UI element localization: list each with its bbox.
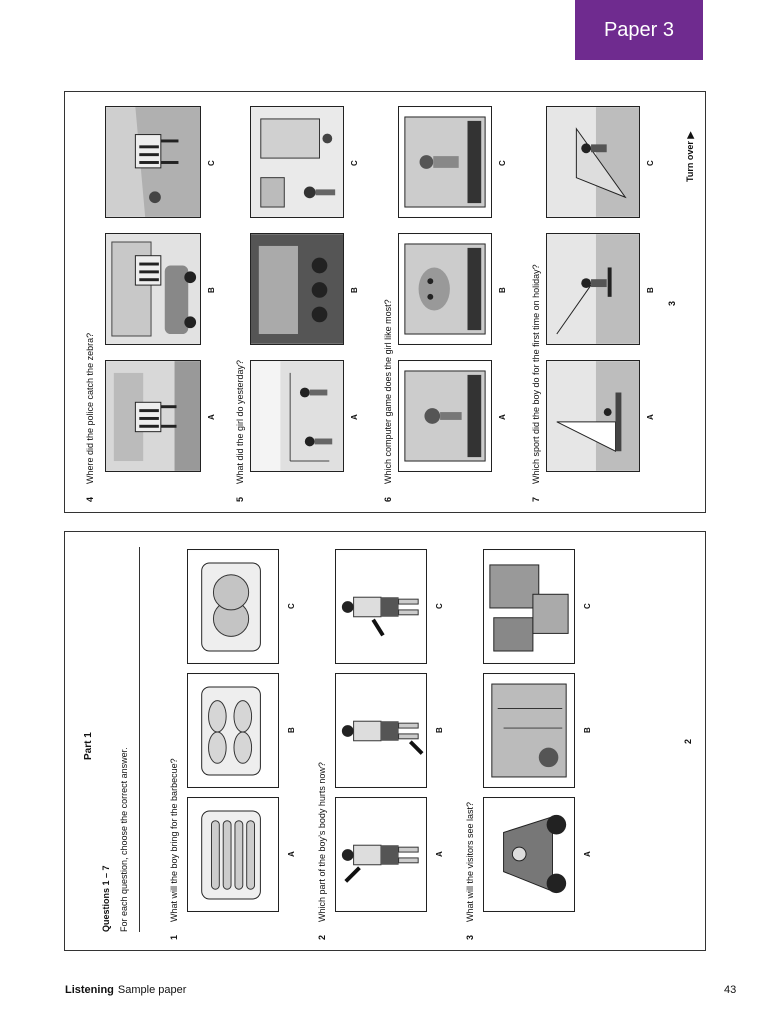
q4-option-b-image <box>105 233 201 345</box>
page-2-content <box>65 532 705 950</box>
q5-option-a-image <box>250 360 344 472</box>
q5-option-b-image <box>250 233 344 345</box>
q1-label-b: B <box>287 727 296 733</box>
q6-number: 6 <box>383 496 393 502</box>
q6-option-a-image <box>398 360 492 472</box>
q2-text: Which part of the boy’s body hurts now? <box>317 762 327 922</box>
q4-option-a-image <box>105 360 201 472</box>
q2-number: 2 <box>317 934 327 940</box>
page-3-content <box>65 92 705 512</box>
page-3-frame <box>64 91 706 513</box>
q6-label-c: C <box>498 160 507 166</box>
q3-label-c: C <box>583 603 592 609</box>
q3-option-c-image <box>483 549 575 664</box>
q2-option-a-image <box>335 797 427 912</box>
q5-label-c: C <box>350 160 359 166</box>
q7-number: 7 <box>531 496 541 502</box>
q6-text: Which computer game does the girl like most? <box>383 299 393 484</box>
q5-number: 5 <box>235 496 245 502</box>
page-2-frame <box>64 531 706 951</box>
q1-option-c-image <box>187 549 279 664</box>
q5-label-b: B <box>350 287 359 293</box>
q7-option-a-image <box>546 360 640 472</box>
q4-number: 4 <box>85 496 95 502</box>
q7-text: Which sport did the boy do for the first time on holiday? <box>531 264 541 484</box>
q3-option-a-image <box>483 797 575 912</box>
q4-option-c-image <box>105 106 201 218</box>
q7-label-b: B <box>646 287 655 293</box>
q4-label-a: A <box>207 414 216 420</box>
instruction: For each question, choose the correct answer. <box>119 747 129 932</box>
q4-label-c: C <box>207 160 216 166</box>
questions-heading: Questions 1 – 7 <box>101 865 111 932</box>
q3-number: 3 <box>465 934 475 940</box>
q7-option-c-image <box>546 106 640 218</box>
paper-label: Paper 3 <box>603 18 675 41</box>
q3-text: What will the visitors see last? <box>465 801 475 922</box>
q2-option-c-image <box>335 549 427 664</box>
q7-label-a: A <box>646 414 655 420</box>
footer-subtitle: Sample paper <box>117 984 187 996</box>
q5-option-c-image <box>250 106 344 218</box>
q1-text: What will the boy bring for the barbecue? <box>169 758 179 922</box>
q6-label-a: A <box>498 414 507 420</box>
q1-number: 1 <box>169 934 179 940</box>
q6-option-c-image <box>398 106 492 218</box>
q1-option-b-image <box>187 673 279 788</box>
q6-option-b-image <box>398 233 492 345</box>
divider <box>139 547 140 932</box>
q5-text: What did the girl do yesterday? <box>235 359 245 484</box>
q7-option-b-image <box>546 233 640 345</box>
footer-section-title: Listening <box>65 984 114 996</box>
q3-label-a: A <box>583 851 592 857</box>
q7-label-c: C <box>646 160 655 166</box>
page-3-number: 3 <box>667 300 677 306</box>
footer-section <box>65 984 186 996</box>
q1-label-a: A <box>287 851 296 857</box>
turn-over: Turn over ▶ <box>685 131 695 182</box>
q4-text: Where did the police catch the zebra? <box>85 332 95 484</box>
q1-option-a-image <box>187 797 279 912</box>
q2-label-b: B <box>435 727 444 733</box>
page-2-number: 2 <box>683 738 693 744</box>
q2-label-a: A <box>435 851 444 857</box>
q2-option-b-image <box>335 673 427 788</box>
q5-label-a: A <box>350 414 359 420</box>
q3-option-b-image <box>483 673 575 788</box>
q2-label-c: C <box>435 603 444 609</box>
paper-tab <box>575 0 703 60</box>
q4-label-b: B <box>207 287 216 293</box>
q6-label-b: B <box>498 287 507 293</box>
q1-label-c: C <box>287 603 296 609</box>
q3-label-b: B <box>583 727 592 733</box>
part-title: Part 1 <box>83 732 94 760</box>
footer-page-number: 43 <box>724 984 737 996</box>
